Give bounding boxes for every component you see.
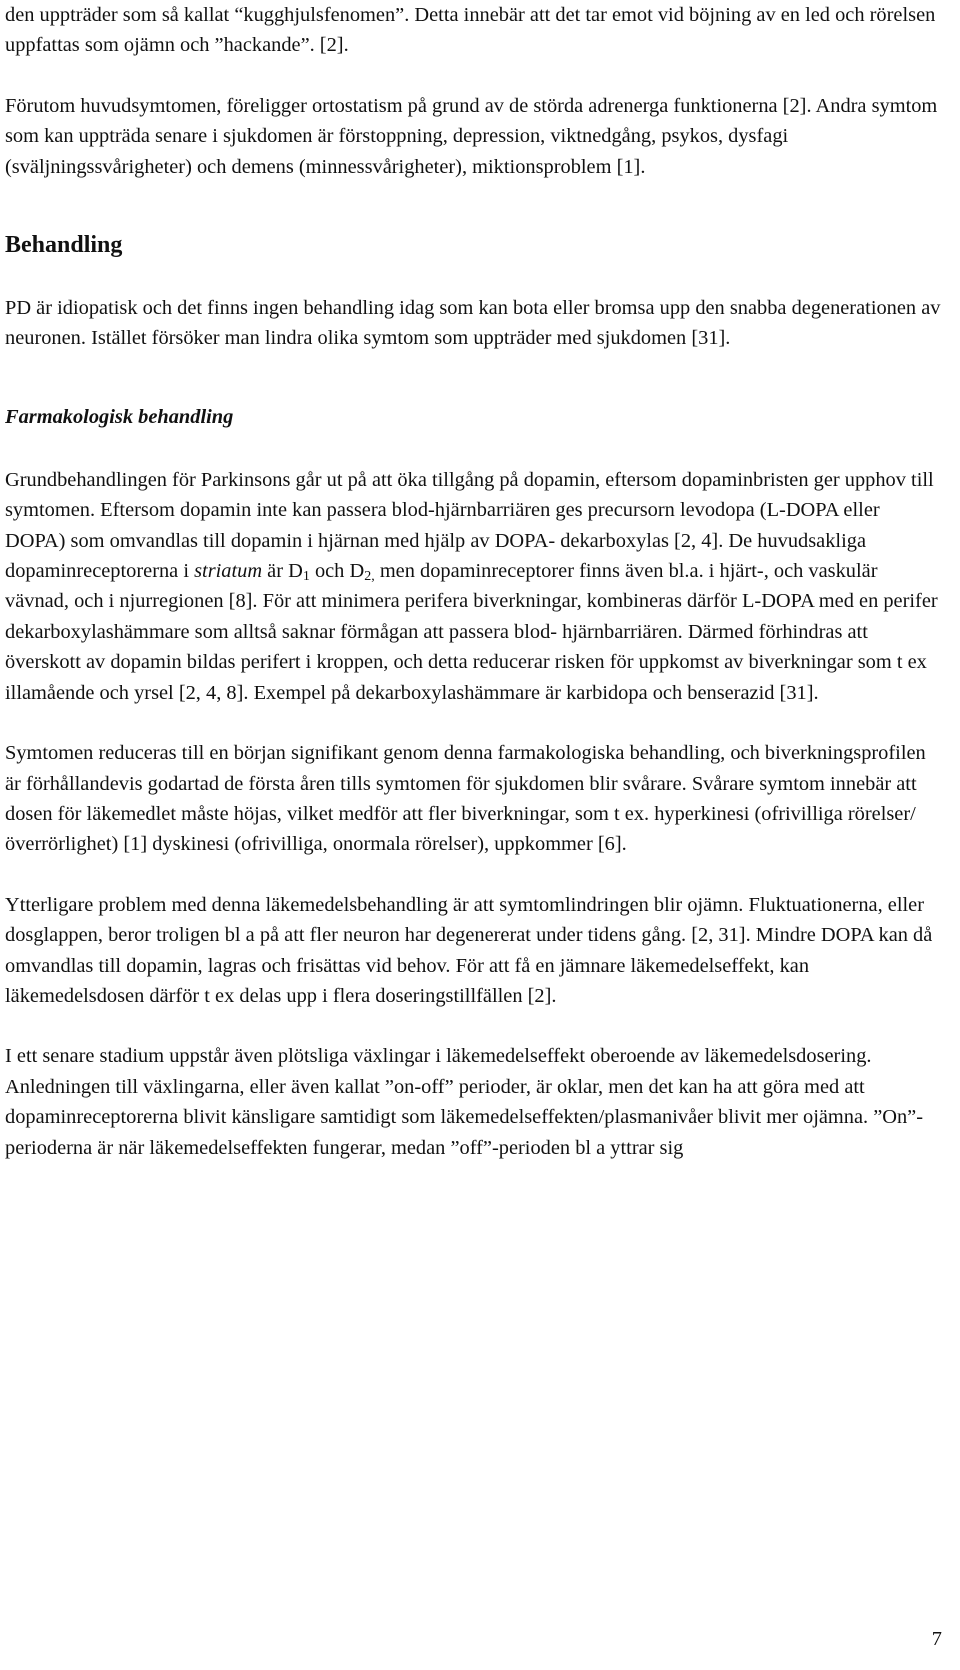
page-number: 7: [931, 1628, 942, 1650]
paragraph-symtom-reduceras: Symtomen reduceras till en början signifikant genom denna farmakologiska behandling, och biverkningsprofilen är förhållandevis godartad de första åren tills symtomen för sjukdomen blir svårare. Svårare symtom innebär att dosen för läkemedlet måste höjas, vilket medför att fler biverkningar, som t ex. hyperkinesi (ofrivilliga rörelser/överrörlighet) [1] dyskinesi (ofrivilliga, onormala rörelser), uppkommer [6].: [5, 742, 926, 856]
italic-striatum: striatum: [194, 560, 263, 583]
heading-farmakologisk-behandling: Farmakologisk behandling: [5, 405, 234, 428]
heading-behandling: Behandling: [5, 232, 123, 259]
text-run: är D: [262, 560, 303, 583]
paragraph-senare-stadium: I ett senare stadium uppstår även plötsliga växlingar i läkemedelseffekt oberoende av läkemedelsdosering. Anledningen till växlingarna, eller även kallat ”on-off” perioder, är oklar, men det kan ha att göra med att dopaminreceptorerna blivit känsligare samtidigt som läkemedelseffekten/plasmanivåer blivit mer ojämna. ”On”-perioderna är när läkemedelseffekten fungerar, medan ”off”-perioden bl a yttrar sig: [5, 1045, 924, 1159]
paragraph-farmakologisk: [5, 465, 945, 708]
document-page: [5, 0, 945, 1163]
paragraph-behandling: PD är idiopatisk och det finns ingen behandling idag som kan bota eller bromsa upp den snabba degenerationen av neuronen. Istället försöker man lindra olika symtom som uppträder med sjukdomen [31].: [5, 297, 941, 350]
text-run: och D: [309, 560, 365, 583]
subscript-1: 1: [302, 569, 310, 585]
text-run: men dopaminreceptorer finns även bl.a. i hjärt-, och vaskulär vävnad, och i njurregionen [8]. För att minimera perifera biverkningar, kombineras därför L-DOPA med en perifer dekarboxylashämmare som alltså saknar förmågan att passera blod- hjärnbarriären. Därmed förhindras att överskott av dopamin bildas perifert i kroppen, och detta reducerar risken för uppkomst av biverkningar som t ex illamående och yrsel [2, 4, 8]. Exempel på dekarboxylashämmare är karbidopa och benserazid [31].: [5, 560, 938, 704]
paragraph-symptoms: Förutom huvudsymtomen, föreligger ortostatism på grund av de störda adrenerga funktionerna [2]. Andra symtom som kan uppträda senare i sjukdomen är förstoppning, depression, viktnedgång, psykos, dysfagi (sväljningssvårigheter) och demens (minnessvårigheter), miktionsproblem [1].: [5, 94, 938, 178]
paragraph-ytterligare-problem: Ytterligare problem med denna läkemedelsbehandling är att symtomlindringen blir ojämn. Fluktuationerna, eller dosglappen, beror troligen bl a på att fler neuron har degenererat under tidens gång. [2, 31]. Mindre DOPA kan då omvandlas till dopamin, lagras och frisättas vid behov. För att få en jämnare läkemedelseffekt, kan läkemedelsdosen därför t ex delas upp i flera doseringstillfällen [2].: [5, 893, 933, 1007]
paragraph-kugghjul: den uppträder som så kallat “kugghjulsfenomen”. Detta innebär att det tar emot vid böjning av en led och rörelsen uppfattas som ojämn och ”hackande”. [2].: [5, 4, 936, 57]
subscript-2: 2,: [364, 569, 375, 585]
text-run: Grundbehandlingen för Parkinsons går ut på att öka tillgång på dopamin, eftersom dopaminbristen ger upphov till symtomen. Eftersom dopamin inte kan passera blod-hjärnbarriären ges precursorn levodopa (L-DOPA eller DOPA) som omvandlas till dopamin i hjärnan med hjälp av DOPA- dekarboxylas [2, 4]. De huvudsakliga dopaminreceptorerna i: [5, 468, 934, 583]
